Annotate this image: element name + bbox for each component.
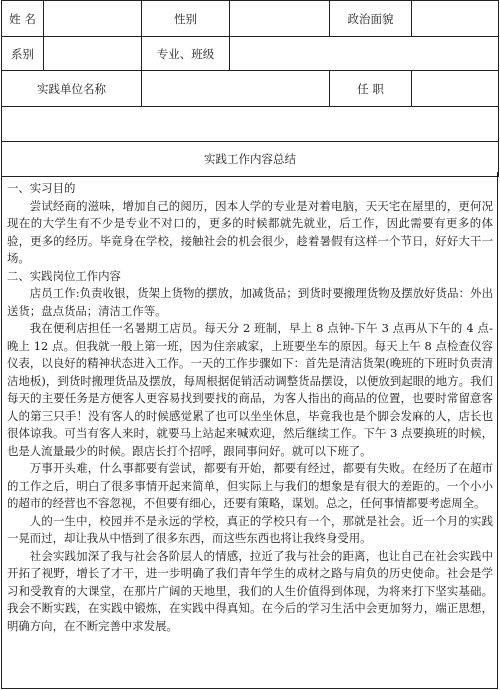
position-value[interactable]: [412, 71, 499, 107]
section-heading-purpose: 一、实习目的: [7, 181, 76, 195]
section-heading-duties: 二、实践岗位工作内容: [7, 268, 121, 283]
paragraph-school-society: 人的一生中，校园并不是永远的学校，真正的学校只有一个，那就是社会。近一个月的实践一晃而过，却让我从中悟到了很多东西，而这些东西也将让我终身受用。: [7, 513, 493, 545]
gender-value[interactable]: [230, 1, 330, 37]
major-label: 专业、班级: [142, 37, 230, 71]
position-label: 任 职: [330, 71, 412, 107]
political-value[interactable]: [412, 1, 499, 37]
name-value[interactable]: [44, 1, 142, 37]
political-label: 政治面貌: [330, 1, 412, 37]
paragraph-duties: 店员工作:负责收银，货架上货物的摆放，加减货品；到货时要搬理货物及摆放好货品：外出送货；盘点货品；清洁工作等。: [7, 286, 493, 318]
blank-row: [2, 107, 499, 142]
summary-content-cell: [1, 172, 498, 689]
summary-content: [7, 180, 493, 635]
paragraph-conclusion: 社会实践加深了我与社会各阶层人的情感，拉近了我与社会的距离，也让自己在社会实践中开拓了视野，增长了才干，进一步明确了我们青年学生的成材之路与肩负的历史使命。社会是学习和受教育的大课堂，在那片广阔的天地里，我们的人生价值得到体现，为将来打下坚实基础。我会不断实践，在实践中锻炼，在实践中得真知。在今后的学习生活中会更加努力，端正思想，明确方向，在不断完善中求发展。: [7, 548, 493, 633]
name-label: 姓 名: [2, 1, 44, 37]
paragraph-daily-work: 我在便利店担任一名暑期工店员。每天分 2 班制，早上 8 点钟-下午 3 点再从下午的 4 点-晚上 12 点。但我就一般上第一班，因为住亲戚家，上班要坐车的原因。每天上午 8 点检查仪容仪表，以良好的精神状态进入工作。一天的工作步骤如下：首先是清洁货架(晚班的下班时负责清洁地板)，到货时搬理货品及摆放，每周根据促销活动调整货品摆设，以便放到起眼的地方。我们每天的主要任务是方便客人更容易找到要找的商品，为客人指出的商品的位置，也要时常留意客人的第三只手！没有客人的时候感觉累了也可以坐坐休息，毕竟我也是个脚会发麻的人，店长也很体谅我。可当有客人来时，就要马上站起来喊欢迎，然后继续工作。下午 3 点要换班的时候，也是人流量最少的时候。跟店长打个招呼，跟同事问好。就可以下班了。: [7, 321, 493, 458]
unit-value[interactable]: [142, 71, 330, 107]
paragraph-lessons: 万事开头难，什么事都要有尝试，都要有开始，都要有经过，都要有失败。在经历了在超市的工作之后，明白了很多事情开起来简单，但实际上与我们的想象是有很大的差距的。一个小小的超市的经营也不容忽视，不但要有细心，还要有策略，谋划。总之，任何事情都要考虑周全。: [7, 461, 493, 510]
major-value[interactable]: [230, 37, 499, 71]
paragraph-purpose: 尝试经商的滋味，增加自己的阅历，因本人学的专业是对着电脑，天天宅在屋里的，更何况现在的大学生有不少是专业不对口的，更多的时候都就先就业，后工作，因此需要有更多的体验，更多的经历。毕竟身在学校，接触社会的机会很少，趁着暑假有这样一个节日，好好大干一场。: [7, 198, 493, 265]
dept-label: 系别: [2, 37, 44, 71]
unit-label: 实践单位名称: [2, 71, 142, 107]
summary-title: 实践工作内容总结: [2, 142, 499, 177]
dept-value[interactable]: [44, 37, 142, 71]
info-table: [1, 0, 499, 177]
gender-label: 性别: [142, 1, 230, 37]
